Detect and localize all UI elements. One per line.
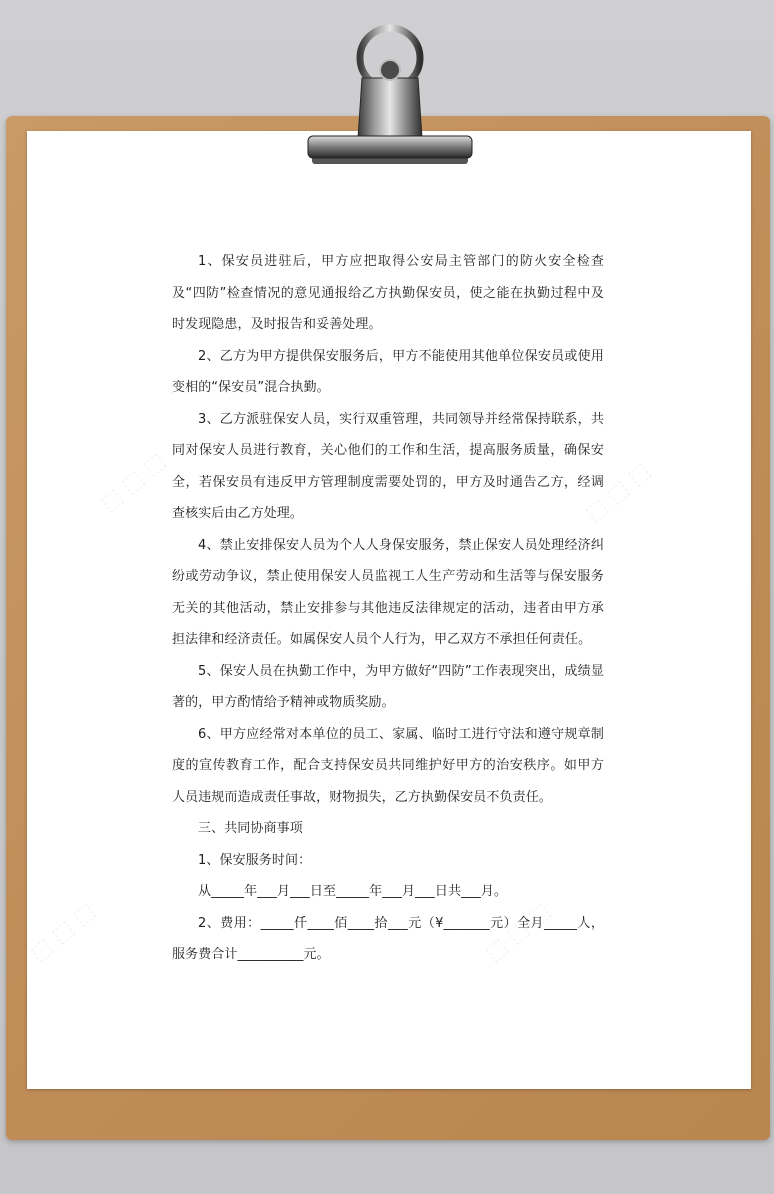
service-time-range: 从_____年___月___日至_____年___月___日共___月。 [198, 884, 508, 899]
fee-line: 2、费用：_____仟____佰____拾___元（¥_______元）全月_____人，服务费合计__________元。 [172, 915, 604, 962]
contract-text [172, 246, 604, 971]
paragraph-1: 1、保安员进驻后，甲方应把取得公安局主管部门的防火安全检查及“四防”检查情况的意见通报给乙方执勤保安员，使之能在执勤过程中及时发现隐患，及时报告和妥善处理。 [172, 254, 604, 332]
section-heading: 三、共同协商事项 [198, 821, 303, 836]
paragraph-5: 5、保安人员在执勤工作中，为甲方做好“四防”工作表现突出，成绩显著的，甲方酌情给予精神或物质奖励。 [172, 663, 604, 710]
binder-clip-icon [300, 20, 480, 180]
paragraph-3: 3、乙方派驻保安人员，实行双重管理，共同领导并经常保持联系，共同对保安人员进行教育，关心他们的工作和生活，提高服务质量，确保安全，若保安员有违反甲方管理制度需要处罚的，甲方及时通告乙方，经调查核实后由乙方处理。 [172, 411, 604, 521]
paragraph-2: 2、乙方为甲方提供保安服务后，甲方不能使用其他单位保安员或使用变相的“保安员”混合执勤。 [172, 348, 604, 395]
paragraph-4: 4、禁止安排保安人员为个人人身保安服务，禁止保安人员处理经济纠纷或劳动争议，禁止使用保安人员监视工人生产劳动和生活等与保安服务无关的其他活动，禁止安排参与其他违反法律规定的活动，违者由甲方承担法律和经济责任。如属保安人员个人行为，甲乙双方不承担任何责任。 [172, 537, 604, 647]
paragraph-6: 6、甲方应经常对本单位的员工、家属、临时工进行守法和遵守规章制度的宣传教育工作，配合支持保安员共同维护好甲方的治安秩序。如甲方人员违规而造成责任事故，财物损失，乙方执勤保安员不负责任。 [172, 726, 604, 805]
service-time-label: 1、保安服务时间： [198, 852, 312, 868]
